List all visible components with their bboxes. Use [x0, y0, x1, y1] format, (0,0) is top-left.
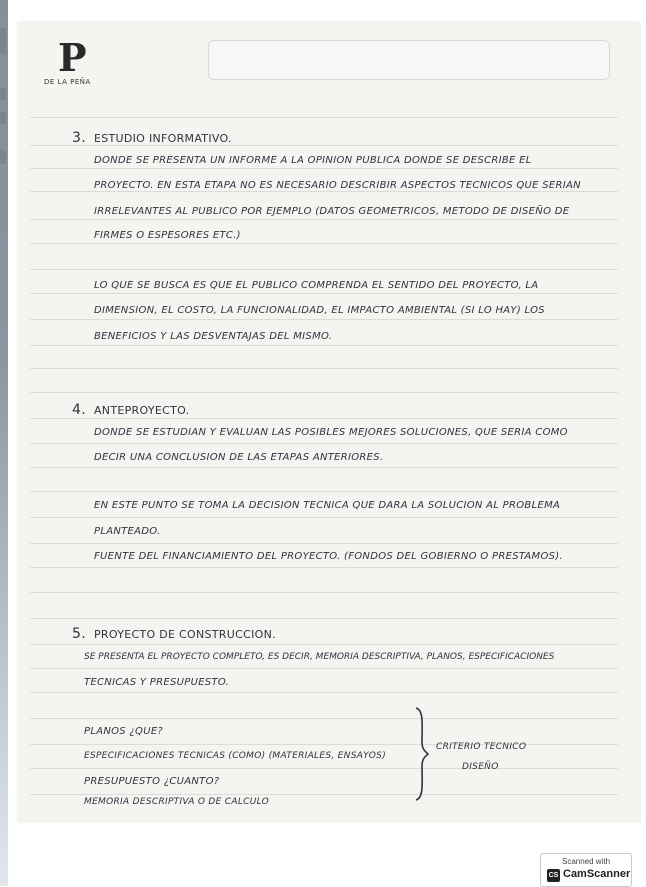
section-5-heading	[72, 626, 276, 642]
section-title: ANTEPROYECTO.	[93, 404, 190, 417]
section-5-line: SE PRESENTA EL PROYECTO COMPLETO, ES DECIR, MEMORIA DESCRIPTIVA, PLANOS, ESPECIFICACIONES	[84, 652, 555, 662]
section-4-line: EN ESTE PUNTO SE TOMA LA DECISION TECNICA QUE DARA LA SOLUCION AL PROBLEMA	[94, 500, 561, 511]
section-3-heading	[72, 130, 232, 146]
section-title: ESTUDIO INFORMATIVO.	[93, 132, 232, 145]
section-number: 3.	[72, 130, 86, 146]
section-5-line: TECNICAS Y PRESUPUESTO.	[84, 677, 230, 688]
section-3-line: DIMENSION, EL COSTO, LA FUNCIONALIDAD, EL IMPACTO AMBIENTAL (SI LO HAY) LOS	[94, 305, 545, 316]
logo-letter: P	[58, 35, 87, 80]
section-3-line: DONDE SE PRESENTA UN INFORME A LA OPINION PUBLICA DONDE SE DESCRIBE EL	[94, 155, 532, 166]
section-number: 5.	[72, 626, 86, 642]
logo-text: DE LA PEÑA	[44, 78, 91, 86]
section-4-heading	[72, 402, 189, 418]
list-item-planos: PLANOS ¿QUE?	[84, 726, 164, 737]
camscanner-watermark	[540, 853, 632, 887]
curly-brace-icon	[410, 706, 430, 802]
section-3-line: PROYECTO. EN ESTA ETAPA NO ES NECESARIO DESCRIBIR ASPECTOS TECNICOS QUE SERIAN	[94, 180, 581, 191]
watermark-top-text: Scanned with	[561, 857, 611, 866]
section-4-line: DONDE SE ESTUDIAN Y EVALUAN LAS POSIBLES MEJORES SOLUCIONES, QUE SERIA COMO	[94, 427, 568, 438]
section-4-line: FUENTE DEL FINANCIAMIENTO DEL PROYECTO. (FONDOS DEL GOBIERNO O PRESTAMOS).	[94, 551, 563, 562]
section-title: PROYECTO DE CONSTRUCCION.	[93, 628, 276, 641]
section-4-line: DECIR UNA CONCLUSION DE LAS ETAPAS ANTERIORES.	[94, 452, 384, 463]
brace-note-criterio: CRITERIO TECNICO	[436, 742, 527, 752]
section-3-line: IRRELEVANTES AL PUBLICO POR EJEMPLO (DATOS GEOMETRICOS, METODO DE DISEÑO DE	[94, 206, 570, 217]
section-3-line: FIRMES O ESPESORES ETC.)	[94, 230, 241, 241]
brace-note-diseno: DISEÑO	[462, 762, 499, 772]
logo	[44, 35, 114, 88]
camscanner-logo-icon: CS	[547, 869, 560, 882]
list-item-presupuesto: PRESUPUESTO ¿CUANTO?	[84, 776, 220, 787]
section-3-line: BENEFICIOS Y LAS DESVENTAJAS DEL MISMO.	[94, 331, 333, 342]
header-box	[208, 40, 610, 80]
scan-edge-shadow	[0, 0, 8, 886]
list-item-memoria: MEMORIA DESCRIPTIVA O DE CALCULO	[84, 797, 270, 807]
watermark-name: CamScanner	[563, 868, 631, 880]
section-3-line: LO QUE SE BUSCA ES QUE EL PUBLICO COMPRENDA EL SENTIDO DEL PROYECTO, LA	[94, 280, 539, 291]
section-number: 4.	[72, 402, 86, 418]
section-4-line: PLANTEADO.	[94, 526, 161, 537]
list-item-especificaciones: ESPECIFICACIONES TECNICAS (COMO) (MATERIALES, ENSAYOS)	[84, 751, 387, 761]
